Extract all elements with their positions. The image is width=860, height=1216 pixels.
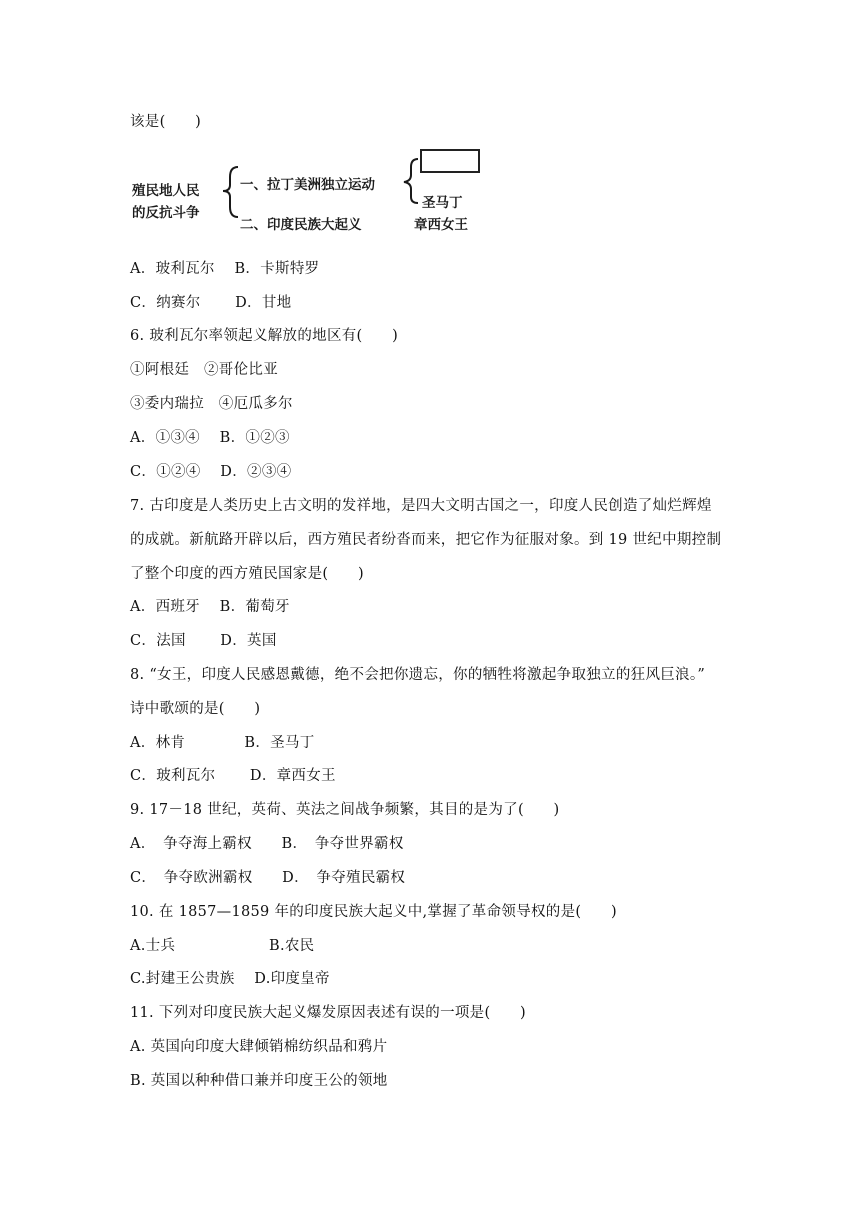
question-9-options-ab: A． 争夺海上霸权 B． 争夺世界霸权: [130, 836, 404, 852]
question-8-options-ab: A．林肯 B．圣马丁: [130, 735, 315, 751]
question-7-stem-2: 的成就。新航路开辟以后，西方殖民者纷沓而来，把它作为征服对象。到 19 世纪中期控制: [130, 532, 722, 548]
struggle-diagram: [130, 145, 490, 237]
question-7-options-cd: C．法国 D．英国: [130, 633, 277, 649]
question-6-items-2: ③委内瑞拉 ④厄瓜多尔: [130, 396, 293, 412]
question-10-stem: 10. 在 1857—1859 年的印度民族大起义中,掌握了革命领导权的是( ): [130, 904, 617, 920]
question-9-stem: 9. 17－18 世纪，英荷、英法之间战争频繁，其目的是为了( ): [130, 802, 560, 818]
question-11-stem: 11. 下列对印度民族大起义爆发原因表述有误的一项是( ): [130, 1005, 526, 1021]
question-10-options-cd: C.封建王公贵族 D.印度皇帝: [130, 971, 330, 987]
question-8-stem-1: 8. “女王，印度人民感恩戴德，绝不会把你遗忘，你的牺牲将激起争取独立的狂风巨浪。”: [130, 667, 706, 683]
question-5-options-ab: A．玻利瓦尔 B．卡斯特罗: [130, 261, 320, 277]
question-11-option-a: A. 英国向印度大肆倾销棉纺织品和鸦片: [130, 1039, 388, 1055]
question-7-options-ab: A．西班牙 B．葡萄牙: [130, 599, 290, 615]
diagram-sub-san-martin: 圣马丁: [422, 195, 463, 211]
question-11-option-b: B. 英国以种种借口兼并印度王公的领地: [130, 1073, 388, 1089]
question-5-options-cd: C．纳赛尔 D．甘地: [130, 295, 292, 311]
diagram-root-line1: 殖民地人民: [132, 183, 200, 199]
question-6-items-1: ①阿根廷 ②哥伦比亚: [130, 362, 278, 378]
diagram-sub-rani-of-jhansi: 章西女王: [414, 217, 468, 233]
question-9-options-cd: C． 争夺欧洲霸权 D． 争夺殖民霸权: [130, 870, 406, 886]
question-5-stem-tail: 该是( ): [130, 114, 202, 130]
question-8-options-cd: C．玻利瓦尔 D．章西女王: [130, 768, 336, 784]
question-7-stem-1: 7. 古印度是人类历史上古文明的发祥地，是四大文明古国之一，印度人民创造了灿烂辉煌: [130, 498, 712, 514]
question-6-stem: 6. 玻利瓦尔率领起义解放的地区有( ): [130, 328, 399, 344]
diagram-branch-latin-america: 一、拉丁美洲独立运动: [240, 177, 375, 193]
question-6-options-ab: A．①③④ B．①②③: [130, 430, 290, 446]
question-7-stem-3: 了整个印度的西方殖民国家是( ): [130, 566, 364, 582]
question-6-options-cd: C．①②④ D．②③④: [130, 464, 292, 480]
question-10-options-ab: A.士兵 B.农民: [130, 938, 315, 954]
diagram-branch-india: 二、印度民族大起义: [240, 217, 362, 233]
question-8-stem-2: 诗中歌颂的是( ): [130, 701, 261, 717]
blank-answer-box: [420, 149, 480, 173]
diagram-root-line2: 的反抗斗争: [132, 205, 200, 221]
